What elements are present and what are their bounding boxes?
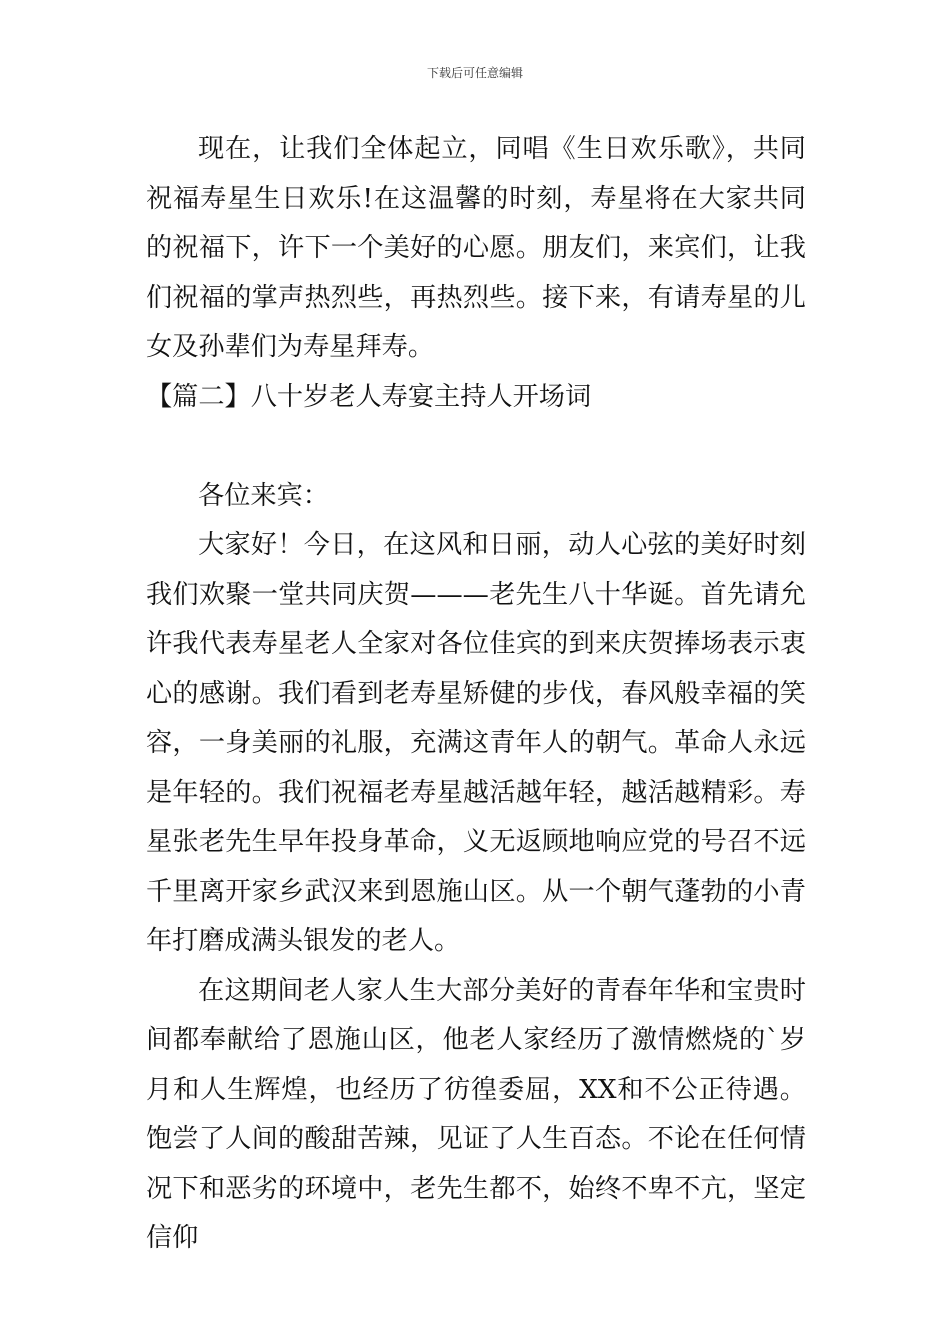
paragraph-opening: 大家好！今日，在这风和日丽，动人心弦的美好时刻我们欢聚一堂共同庆贺———老先生八十华诞。首先请允许我代表寿星老人全家对各位佳宾的到来庆贺捧场表示衷心的感谢。我们看到老寿星矫健的步伐，春风般幸福的笑容，一身美丽的礼服，充满这青年人的朝气。革命人永远是年轻的。我们祝福老寿星越活越年轻，越活越精彩。寿星张老先生早年投身革命，义无返顾地响应党的号召不远千里离开家乡武汉来到恩施山区。从一个朝气蓬勃的小青年打磨成满头银发的老人。 <box>146 530 806 956</box>
section-heading: 【篇二】八十岁老人寿宴主持人开场词 <box>146 381 592 412</box>
paragraph-life-story: 在这期间老人家人生大部分美好的青春年华和宝贵时间都奉献给了恩施山区，他老人家经历了激情燃烧的`岁月和人生辉煌，也经历了彷徨委屈，XX和不公正待遇。饱尝了人间的酸甜苦辣，见证了人生百态。不论在任何情况下和恶劣的环境中，老先生都不，始终不卑不亢，坚定信仰 <box>146 975 806 1253</box>
paragraph-birthday-song: 现在，让我们全体起立，同唱《生日欢乐歌》，共同祝福寿星生日欢乐!在这温馨的时刻，寿星将在大家共同的祝福下，许下一个美好的心愿。朋友们，来宾们，让我们祝福的掌声热烈些，再热烈些。接下来，有请寿星的儿女及孙辈们为寿星拜寿。 <box>146 134 806 362</box>
page-header: 下载后可任意编辑 <box>426 66 523 80</box>
greeting-line: 各位来宾： <box>198 480 329 511</box>
blank-line <box>146 422 806 472</box>
document-body <box>146 125 806 1264</box>
